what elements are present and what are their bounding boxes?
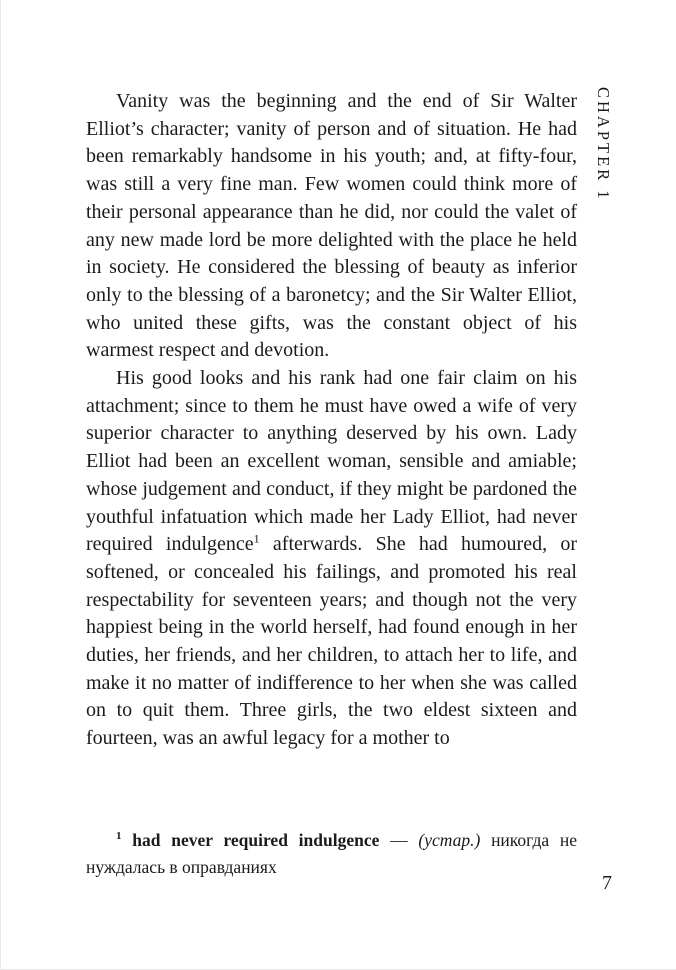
footnote [86,827,577,881]
paragraph-2-text-after-ref: afterwards. She had humoured, or softened, or concealed his failings, and promoted his real respectability for seventeen years; and though not the very happiest being in the world herself, had found enough in her duties, her friends, and her children, to attach her to life, and make it no matter of indifference to her when she was called on to quit them. Three girls, the two eldest sixteen and fourteen, was an awful legacy for a mother to [86,533,577,750]
chapter-sidebar-label: CHAPTER 1 [594,87,613,202]
footnote-marker: 1 [116,830,122,843]
footnote-term: had never required indulgence [132,830,380,850]
footnote-reference-marker: 1 [253,531,260,546]
paragraph-2-text-before-ref: His good looks and his rank had one fair claim on his attachment; since to them he must have owed a wife of very superior character to anything deserved by his own. Lady Elliot had been an excellent woman, sensible and amiable; whose judgement and conduct, if they might be pardoned the youthful infatuation which made her Lady Elliot, had never required indulgence [86,367,577,556]
paragraph-1-text: Vanity was the beginning and the end of Sir Walter Elliot’s character; vanity of person and of situation. He had been remarkably handsome in his youth; and, at fifty-four, was still a very fine man. Few women could think more of their personal appearance than he did, nor could the valet of any new made lord be more delighted with the place he held in society. He considered the blessing of beauty as inferior only to the blessing of a baronetcy; and the Sir Walter Elliot, who united these gifts, was the constant object of his warmest respect and devotion. [86,90,577,362]
body-text [86,88,577,753]
footnote-language-note: (устар.) [418,830,481,850]
paragraph-2 [86,365,577,753]
footnote-translation: никогда не нуждалась в оправданиях [86,830,578,877]
page-number: 7 [602,872,612,894]
paragraph-1 [86,88,577,365]
footnote-dash: — [390,830,408,850]
